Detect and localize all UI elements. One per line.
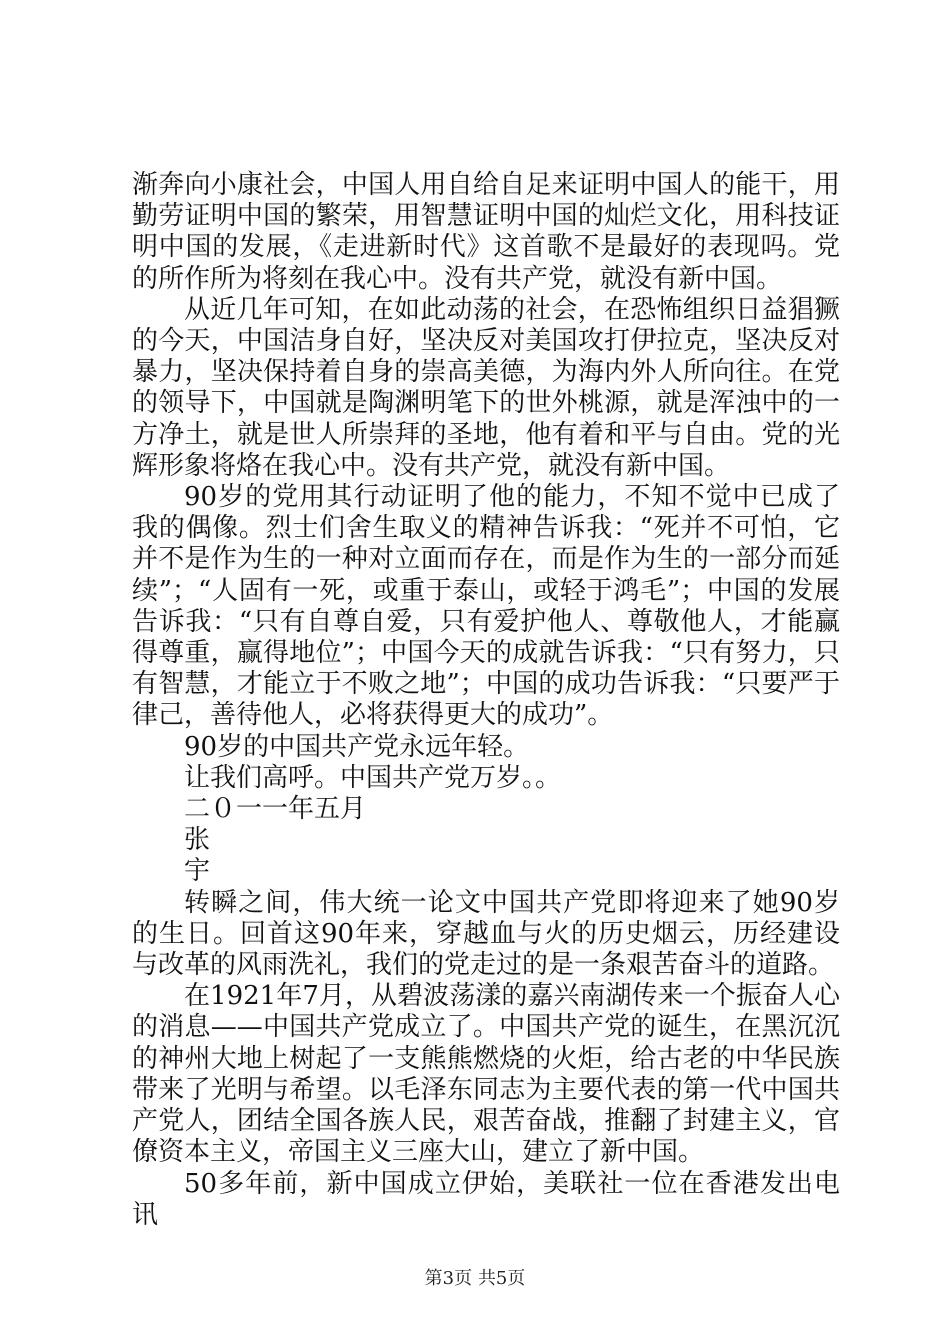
paragraph-6: 转瞬之间，伟大统一论文中国共产党即将迎来了她90岁的生日。回首这90年来，穿越血与火的历史烟云，历经建设与改革的风雨洗礼，我们的党走过的是一条艰苦奋斗的道路。 [132,887,840,981]
page-number-footer: 第3页 共5页 [424,1268,526,1289]
author-name-1: 张 [184,825,211,856]
paragraph-4: 90岁的中国共产党永远年轻。 [184,731,530,762]
date-line: 二０一一年五月 [184,794,367,825]
paragraph-5: 让我们高呼。中国共产党万岁。。 [184,762,562,793]
paragraph-1: 渐奔向小康社会，中国人用自给自足来证明中国人的能干，用勤劳证明中国的繁荣，用智慧证明中国的灿烂文化，用科技证明中国的发展，《走进新时代》这首歌不是最好的表现吗。党的所作所为将刻在我心中。没有共产党，就没有新中国。 [132,170,840,294]
paragraph-8: 50多年前，新中国成立伊始，美联社一位在香港发出电讯 [132,1168,840,1230]
paragraph-3: 90岁的党用其行动证明了他的能力，不知不觉中已成了我的偶像。烈士们舍生取义的精神告诉我：“死并不可怕，它并不是作为生的一种对立面而存在，而是作为生的一部分而延续”；“人固有一死，或重于泰山，或轻于鸿毛”；中国的发展告诉我：“只有自尊自爱，只有爱护他人、尊敬他人，才能赢得尊重，赢得地位”；中国今天的成就告诉我：“只有努力，只有智慧，才能立于不败之地”；中国的成功告诉我：“只要严于律己，善待他人，必将获得更大的成功”。 [132,482,840,731]
paragraph-7: 在1921年7月，从碧波荡漾的嘉兴南湖传来一个振奋人心的消息——中国共产党成立了。中国共产党的诞生，在黑沉沉的神州大地上树起了一支熊熊燃烧的火炬，给古老的中华民族带来了光明与希望。以毛泽东同志为主要代表的第一代中国共产党人，团结全国各族人民，艰苦奋战，推翻了封建主义，官僚资本主义，帝国主义三座大山，建立了新中国。 [132,981,840,1168]
paragraph-2: 从近几年可知，在如此动荡的社会，在恐怖组织日益猖獗的今天，中国洁身自好，坚决反对美国攻打伊拉克，坚决反对暴力，坚决保持着自身的崇高美德，为海内外人所向往。在党的领导下，中国就是陶渊明笔下的世外桃源，就是浑浊中的一方净土，就是世人所崇拜的圣地，他有着和平与自由。党的光辉形象将烙在我心中。没有共产党，就没有新中国。 [132,294,840,481]
document-body [132,170,840,1231]
author-name-2: 宇 [184,856,211,887]
